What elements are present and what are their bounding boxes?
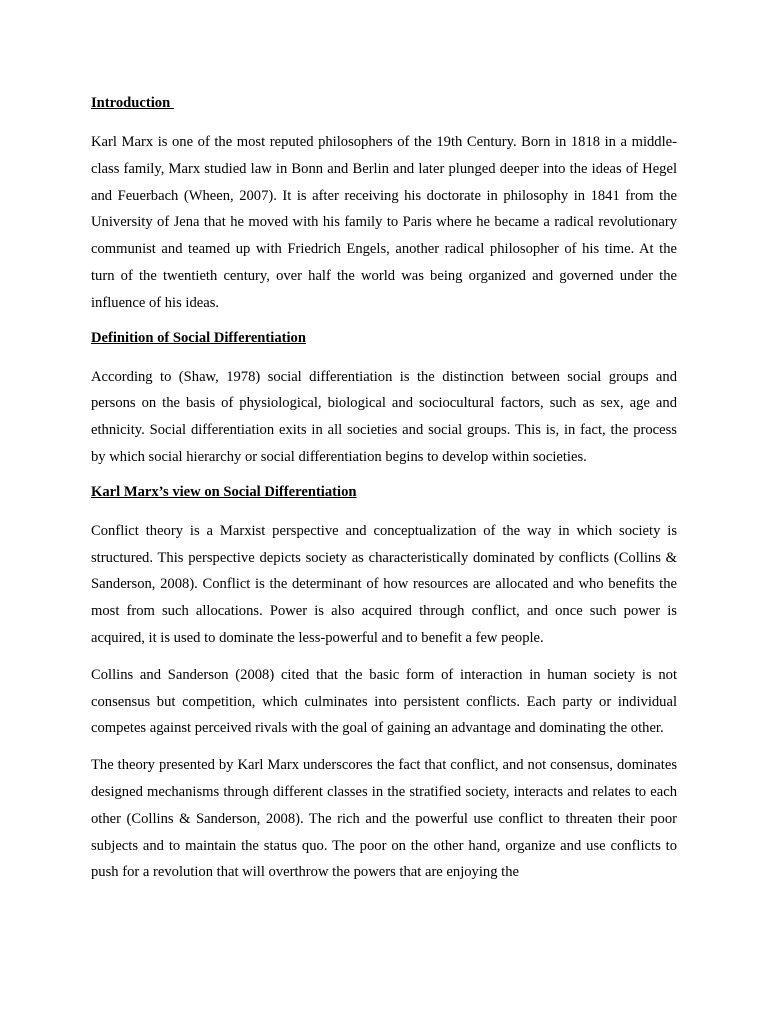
document-page (91, 92, 677, 886)
paragraph-introduction: Karl Marx is one of the most reputed philosophers of the 19th Century. Born in 1818 in a middle-class family, Marx studied law in Bonn and Berlin and later plunged deeper into the ideas of Hegel and Feuerbach (Wheen, 2007). It is after receiving his doctorate in philosophy in 1841 from the University of Jena that he moved with his family to Paris where he became a radical revolutionary communist and teamed up with Friedrich Engels, another radical philosopher of his time. At the turn of the twentieth century, over half the world was being organized and governed under the influence of his ideas. (91, 134, 677, 311)
section-heading-definition: Definition of Social Differentiation (91, 329, 306, 346)
paragraph-collins-sanderson: Collins and Sanderson (2008) cited that the basic form of interaction in human society is not consensus but competition, which culminates into persistent conflicts. Each party or individual competes against perceived rivals with the goal of gaining an advantage and dominating the other. (91, 666, 677, 737)
section-heading-introduction: Introduction (91, 95, 174, 111)
section-heading-marx-view: Karl Marx’s view on Social Differentiation (91, 483, 357, 500)
paragraph-conflict-theory: Conflict theory is a Marxist perspective and conceptualization of the way in which society is structured. This perspective depicts society as characteristically dominated by conflicts (Collins & Sanderson, 2008). Conflict is the determinant of how resources are allocated and who benefits the most from such allocations. Power is also acquired through conflict, and once such power is acquired, it is used to dominate the less-powerful and to benefit a few people. (91, 522, 677, 646)
paragraph-marx-theory: The theory presented by Karl Marx underscores the fact that conflict, and not consensus, dominates designed mechanisms through different classes in the stratified society, interacts and relates to each other (Collins & Sanderson, 2008). The rich and the powerful use conflict to threaten their poor subjects and to maintain the status quo. The poor on the other hand, organize and use conflicts to push for a revolution that will overthrow the powers that are enjoying the (91, 757, 677, 881)
paragraph-definition: According to (Shaw, 1978) social differentiation is the distinction between social groups and persons on the basis of physiological, biological and sociocultural factors, such as sex, age and ethnicity. Social differentiation exits in all societies and social groups. This is, in fact, the process by which social hierarchy or social differentiation begins to develop within societies. (91, 368, 677, 465)
